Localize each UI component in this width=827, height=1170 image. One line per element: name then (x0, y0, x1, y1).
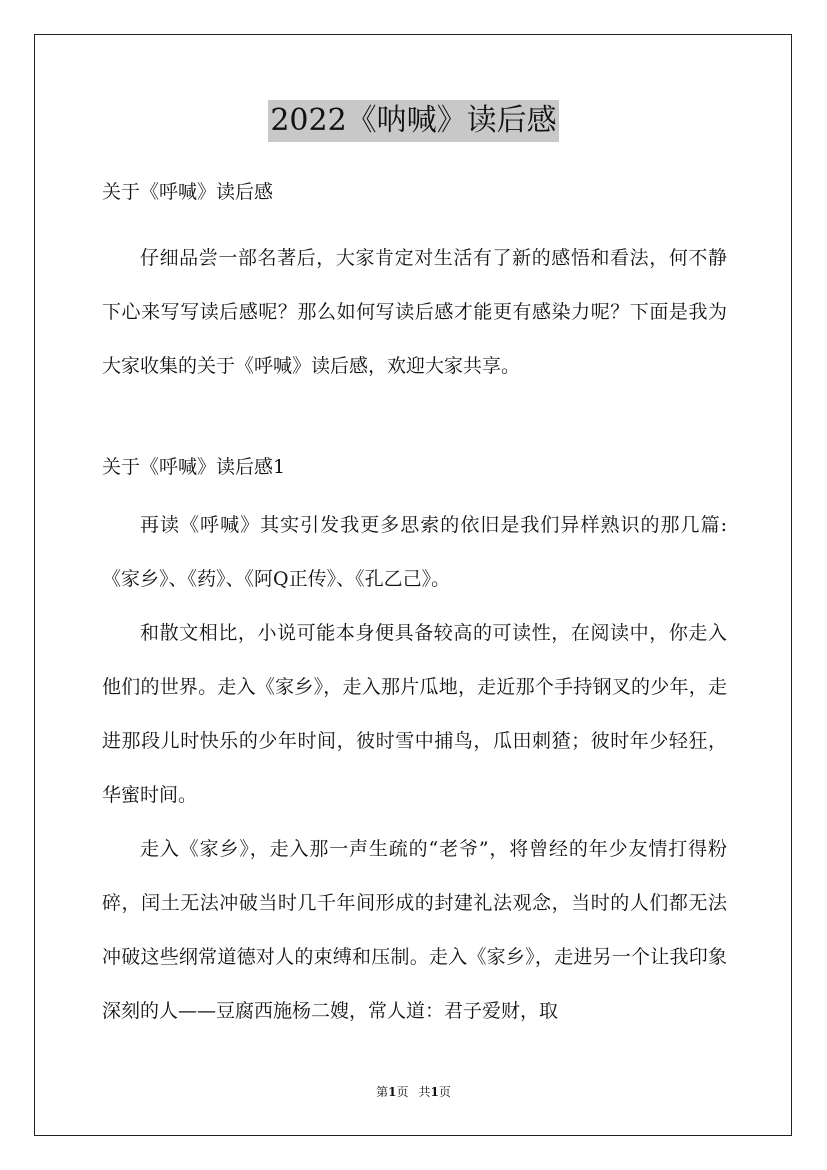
page-footer (0, 1083, 827, 1101)
document-title: 2022《呐喊》读后感 (268, 100, 558, 142)
section-heading: 关于《呼喊》读后感1 (102, 456, 286, 478)
body-paragraph: 和散文相比，小说可能本身便具备较高的可读性，在阅读中，你走入他们的世界。走入《家乡》，走入那片瓜地，走近那个手持钢叉的少年，走进那段儿时快乐的少年时间，彼时雪中捕鸟，瓜田刺猹；彼时年少轻狂，华蜜时间。 (102, 622, 727, 806)
spacer (102, 485, 727, 498)
page-suffix: 页 (396, 1085, 409, 1099)
body-paragraph: 走入《家乡》，走入那一声生疏的“老爷”，将曾经的年少友情打得粉碎，闰土无法冲破当时几千年间形成的封建礼法观念，当时的人们都无法冲破这些纲常道德对人的束缚和压制。走入《家乡》，走进另一个让我印象深刻的人——豆腐西施杨二嫂，常人道：君子爱财，取 (102, 838, 727, 1022)
spacer (102, 210, 727, 231)
total-prefix: 共 (418, 1085, 431, 1099)
page-number: 1 (388, 1085, 397, 1099)
body-paragraph: 再读《呼喊》其实引发我更多思索的依旧是我们异样熟识的那几篇:《家乡》、《药》、《阿Q正传》、《孔乙己》。 (102, 514, 727, 590)
title-container (0, 100, 827, 142)
intro-paragraph: 仔细品尝一部名著后，大家肯定对生活有了新的感悟和看法，何不静下心来写写读后感呢？那么如何写读后感才能更有感染力呢？下面是我为大家收集的关于《呼喊》读后感，欢迎大家共享。 (102, 247, 727, 377)
total-suffix: 页 (438, 1085, 451, 1099)
total-pages: 1 (430, 1085, 439, 1099)
page-prefix: 第 (376, 1085, 389, 1099)
spacer (102, 393, 727, 449)
document-body (102, 174, 727, 1038)
intro-heading: 关于《呼喊》读后感 (102, 181, 274, 203)
